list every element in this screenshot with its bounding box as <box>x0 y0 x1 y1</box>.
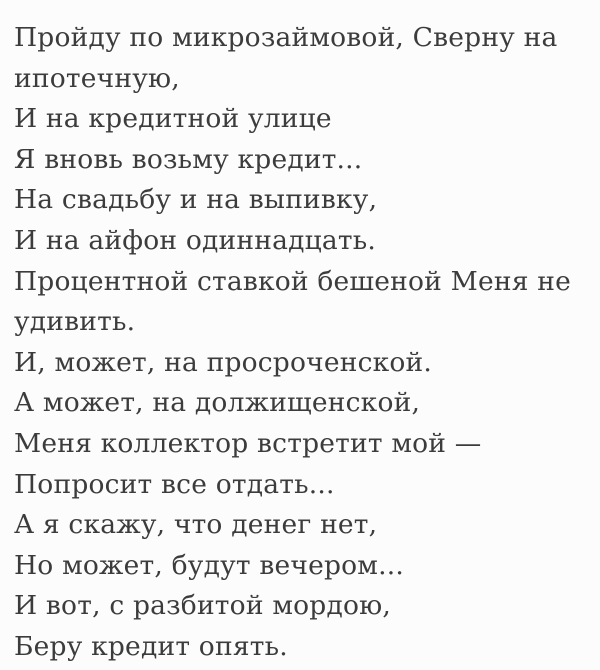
poem-line: И на айфон одиннадцать. <box>14 224 376 256</box>
poem-line: И, может, на просроченской. <box>14 346 433 378</box>
poem-line: Но может, будут вечером... <box>14 549 404 581</box>
poem-line: А я скажу, что денег нет, <box>14 509 378 541</box>
poem-line: ипотечную, <box>14 62 180 94</box>
poem-line: А может, на должищенской, <box>14 387 421 419</box>
poem-line: удивить. <box>14 306 136 338</box>
poem-line: Пройду по микрозаймовой, Сверну на <box>14 22 558 53</box>
poem-line: Я вновь возьму кредит... <box>14 143 363 175</box>
poem-line: И на кредитной улице <box>14 103 332 135</box>
poem-line: И вот, с разбитой мордою, <box>14 590 392 622</box>
poem-line: На свадьбу и на выпивку, <box>14 184 378 216</box>
poem-line: Беру кредит опять. <box>14 630 288 662</box>
poem-line: Попросит все отдать... <box>14 468 335 500</box>
poem-line: Процентной ставкой бешеной Меня не <box>14 265 572 297</box>
poem-line: Меня коллектор встретит мой — <box>14 427 482 459</box>
